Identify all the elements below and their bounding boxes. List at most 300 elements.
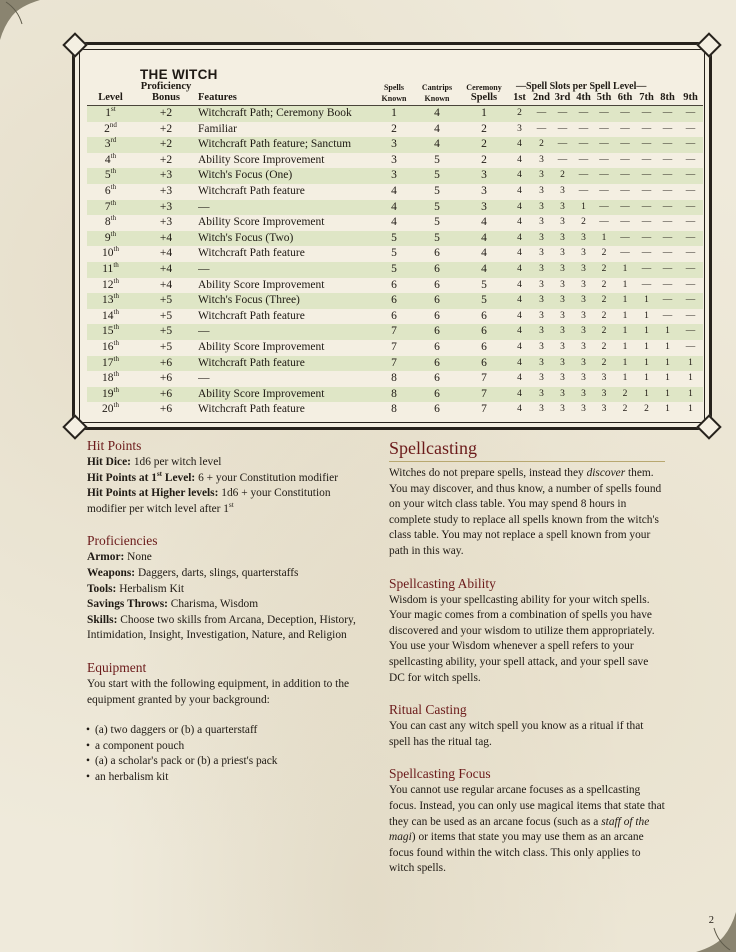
cantrips-known-cell: 6 <box>434 403 440 416</box>
spell-slot-cell: 3 <box>581 341 586 352</box>
spells-known-cell: 4 <box>391 184 397 197</box>
spell-slot-cell: 3 <box>560 310 565 321</box>
level-cell: 1st <box>105 105 116 119</box>
table-row <box>87 262 703 278</box>
spells-known-cell: 6 <box>391 278 397 291</box>
table-row <box>87 168 703 184</box>
header-slot-2nd: 2nd <box>531 92 552 106</box>
higher-level-label: Hit Points at Higher levels: <box>87 487 219 500</box>
spell-slot-cell: 4 <box>517 373 522 384</box>
header-slot-5th: 5th <box>594 92 614 106</box>
header-slot-4th: 4th <box>573 92 594 106</box>
spell-slot-cell: 1 <box>644 326 649 337</box>
proficiency-cell: +4 <box>159 247 173 260</box>
table-row <box>87 371 703 387</box>
spell-slot-cell: 3 <box>581 326 586 337</box>
frame-corner-icon <box>696 414 721 439</box>
spell-slot-cell: — <box>620 139 630 150</box>
cantrips-known-cell: 6 <box>434 309 440 322</box>
spell-slot-cell: 3 <box>539 404 544 415</box>
spell-slot-cell: 3 <box>581 310 586 321</box>
cantrips-known-cell: 6 <box>434 340 440 353</box>
spell-slot-cell: — <box>536 123 547 134</box>
spellcasting-ability-text: Wisdom is your spellcasting ability for your witch spells. Your magic comes from a combination of spells you have discovered and your wisdom to utilize them appropriately. You use your Wisdom whenever a spell refers to your spellcasting ability, your spell attack, and your spell save DC for witch spells. <box>389 593 655 684</box>
spell-slot-cell: 1 <box>688 404 693 415</box>
hit-dice-label: Hit Dice: <box>87 456 131 468</box>
table-row <box>87 200 703 216</box>
spell-slot-cell: — <box>599 123 609 134</box>
equipment-intro: You start with the following equipment, in addition to the equipment granted by your background: <box>87 677 350 706</box>
level-cell: 10th <box>102 246 119 260</box>
spell-slot-cell: — <box>578 154 589 165</box>
cantrips-known-cell: 5 <box>434 216 440 229</box>
spell-slot-cell: 4 <box>517 263 522 274</box>
spell-slot-cell: 3 <box>560 263 565 274</box>
spell-slot-cell: 4 <box>517 279 522 290</box>
header-level: Level <box>87 81 134 106</box>
spells-known-cell: 4 <box>391 200 397 213</box>
features-cell: Ability Score Improvement <box>198 340 325 353</box>
spell-slot-cell: — <box>599 170 609 181</box>
header-slot-7th: 7th <box>636 92 657 106</box>
spell-slot-cell: 4 <box>517 139 522 150</box>
spell-slot-cell: — <box>685 279 696 290</box>
spell-slot-cell: 3 <box>560 232 565 243</box>
ceremony-spells-cell: 5 <box>481 294 487 307</box>
spellcasting-focus-heading: Spellcasting Focus <box>389 766 491 782</box>
spells-known-cell: 6 <box>391 294 397 307</box>
weapons-line: Weapons: Daggers, darts, slings, quarterstaffs <box>87 566 299 579</box>
spell-slot-cell: 1 <box>665 373 670 384</box>
spell-slot-cell: — <box>662 123 673 134</box>
equipment-list <box>87 723 359 785</box>
spell-slot-cell: — <box>620 154 630 165</box>
table-row <box>87 387 703 403</box>
header-spells: Spells <box>383 83 404 92</box>
spell-slot-cell: 3 <box>601 373 607 384</box>
spell-slot-cell: 1 <box>622 341 628 352</box>
spell-slot-cell: 3 <box>560 217 565 228</box>
spell-slot-cell: 3 <box>581 357 586 368</box>
table-row <box>87 137 703 153</box>
header-proficiency: Proficiency <box>140 81 192 92</box>
spell-slot-cell: 1 <box>665 404 670 415</box>
table-row <box>87 340 703 356</box>
spell-slot-cell: 4 <box>517 310 522 321</box>
header-ceremony-spells: Spells <box>460 92 508 106</box>
proficiency-cell: +3 <box>159 169 173 182</box>
first-level-text: 6 + your Constitution modifier <box>195 471 339 484</box>
proficiency-cell: +6 <box>159 356 173 369</box>
features-cell: Ability Score Improvement <box>198 216 325 229</box>
features-cell: Witchcraft Path; Ceremony Book <box>198 107 352 119</box>
table-row <box>87 402 703 418</box>
spell-slot-cell: — <box>685 263 696 274</box>
table-row <box>87 356 703 372</box>
spell-slot-cell: 3 <box>560 341 565 352</box>
spell-slot-cell: 2 <box>601 248 607 259</box>
level-cell: 20th <box>102 402 119 416</box>
level-cell: 13th <box>102 293 119 307</box>
spell-slot-cell: — <box>620 185 630 196</box>
spell-slot-cell: 3 <box>539 279 544 290</box>
spell-slot-cell: 3 <box>539 232 544 243</box>
higher-level-text: 1d6 + your Constitution modifier per witch level after 1 <box>87 487 331 515</box>
spell-slot-cell: 1 <box>644 341 649 352</box>
proficiency-cell: +4 <box>159 278 173 291</box>
first-level-hp-line <box>87 471 359 487</box>
frame-corner-icon <box>62 414 87 439</box>
table-row <box>87 153 703 169</box>
spell-slot-cell: — <box>599 108 609 118</box>
spell-slot-cell: — <box>599 201 609 212</box>
proficiency-cell: +5 <box>159 294 173 307</box>
ceremony-spells-cell: 6 <box>481 325 487 338</box>
spell-slot-cell: 3 <box>581 388 586 399</box>
spell-slot-cell: — <box>662 232 673 243</box>
level-cell: 5th <box>104 168 117 182</box>
spells-known-cell: 7 <box>391 340 397 353</box>
spell-slot-cell: — <box>685 341 696 352</box>
proficiency-cell: +5 <box>159 340 173 353</box>
cantrips-known-cell: 5 <box>434 200 440 213</box>
table-row <box>87 293 703 309</box>
proficiency-cell: +6 <box>159 372 173 385</box>
spell-slot-cell: 3 <box>539 326 544 337</box>
spell-slot-cell: 3 <box>560 295 565 306</box>
features-cell: — <box>198 200 210 213</box>
ceremony-spells-cell: 5 <box>481 278 487 291</box>
spell-slot-cell: 1 <box>665 326 670 337</box>
features-cell: Witch's Focus (Three) <box>198 294 300 307</box>
skills-line: Skills: Choose two skills from Arcana, Deception, History, Intimidation, Insight, Investigation, Nature, and Religion <box>87 613 356 642</box>
ceremony-spells-cell: 2 <box>481 153 487 166</box>
header-features: Features <box>198 81 374 106</box>
spell-slot-cell: — <box>662 154 673 165</box>
spells-known-cell: 3 <box>391 153 397 166</box>
table-row <box>87 184 703 200</box>
proficiency-cell: +2 <box>159 138 173 151</box>
proficiency-cell: +6 <box>159 403 173 416</box>
spell-slot-cell: 3 <box>560 185 565 196</box>
spell-slot-cell: — <box>662 139 673 150</box>
features-cell: Witchcraft Path feature <box>198 247 305 260</box>
proficiency-cell: +4 <box>159 231 173 244</box>
table-row <box>87 246 703 262</box>
spell-slot-cell: 1 <box>622 295 628 306</box>
spell-slot-cell: 4 <box>517 232 522 243</box>
spell-slot-cell: 1 <box>644 357 649 368</box>
ceremony-spells-cell: 2 <box>481 122 487 135</box>
header-slot-6th: 6th <box>614 92 636 106</box>
ceremony-spells-cell: 4 <box>481 231 487 244</box>
spell-slot-cell: 3 <box>581 248 586 259</box>
spell-slot-cell: — <box>641 201 652 212</box>
spell-slot-cell: 1 <box>644 373 649 384</box>
level-cell: 4th <box>104 152 117 166</box>
spell-slot-cell: 2 <box>601 357 607 368</box>
spell-slot-cell: — <box>641 185 652 196</box>
spell-slot-cell: 1 <box>622 326 628 337</box>
spell-slot-cell: — <box>641 279 652 290</box>
header-slot-3rd: 3rd <box>552 92 573 106</box>
spellcasting-focus-text: You cannot use regular arcane focuses as a spellcasting focus. Instead, you can only use magical items that state that they can be used as an arcane focus (such as a staff of the magi) or items that state you may use them as an arcane focus found within the witch class. This only applies to witch spells. <box>389 784 665 875</box>
spell-slot-cell: 2 <box>560 170 565 181</box>
spell-slot-cell: 3 <box>539 185 544 196</box>
spell-slot-cell: 1 <box>688 388 693 399</box>
spell-slot-cell: — <box>685 295 696 306</box>
header-slot-9th: 9th <box>678 92 703 106</box>
spell-slot-cell: — <box>620 170 630 181</box>
ceremony-spells-cell: 1 <box>481 107 487 119</box>
header-spell-slots: —Spell Slots per Spell Level— <box>516 81 647 92</box>
cantrips-known-cell: 6 <box>434 262 440 275</box>
spell-slot-cell: 3 <box>560 248 565 259</box>
spell-slot-cell: — <box>620 123 630 134</box>
spell-slot-cell: — <box>620 248 630 259</box>
spell-slot-cell: — <box>685 232 696 243</box>
level-cell: 3rd <box>104 137 117 151</box>
header-ceremony: Ceremony <box>466 83 502 92</box>
spell-slot-cell: 4 <box>517 185 522 196</box>
proficiency-cell: +2 <box>159 153 173 166</box>
left-column <box>87 437 359 786</box>
spell-slot-cell: 4 <box>517 248 522 259</box>
features-cell: Witchcraft Path feature <box>198 403 305 416</box>
spell-slot-cell: — <box>557 108 568 118</box>
spell-slot-cell: 4 <box>517 201 522 212</box>
spell-slot-cell: 3 <box>539 310 544 321</box>
spell-slot-cell: 2 <box>601 279 607 290</box>
spells-known-cell: 5 <box>391 231 397 244</box>
spells-known-cell: 2 <box>391 122 397 135</box>
spell-slot-cell: 2 <box>601 326 607 337</box>
header-row-top <box>87 81 703 92</box>
proficiency-cell: +4 <box>159 262 173 275</box>
features-cell: — <box>198 262 210 275</box>
spells-known-cell: 7 <box>391 356 397 369</box>
saving-throws-line: Savings Throws: Charisma, Wisdom <box>87 598 259 611</box>
spell-slot-cell: 3 <box>560 388 565 399</box>
spell-slot-cell: 1 <box>601 232 607 243</box>
spell-slot-cell: 3 <box>581 404 586 415</box>
ceremony-spells-cell: 3 <box>481 169 487 182</box>
spell-slot-cell: — <box>685 310 696 321</box>
spell-slot-cell: — <box>557 139 568 150</box>
spell-slot-cell: — <box>620 217 630 228</box>
cantrips-known-cell: 6 <box>434 278 440 291</box>
spell-slot-cell: 2 <box>539 139 544 150</box>
level-cell: 18th <box>102 371 119 385</box>
tools-line: Tools: Herbalism Kit <box>87 582 185 595</box>
spell-slot-cell: 3 <box>601 388 607 399</box>
header-cantrips: Cantrips <box>421 83 453 92</box>
spell-slot-cell: 2 <box>581 217 586 228</box>
spell-slot-cell: 2 <box>601 341 607 352</box>
spell-slot-cell: 3 <box>539 201 544 212</box>
features-cell: Witch's Focus (One) <box>198 169 293 182</box>
spell-slot-cell: 1 <box>644 310 649 321</box>
spells-known-cell: 6 <box>391 309 397 322</box>
spell-slot-cell: 1 <box>665 388 670 399</box>
hit-dice-line <box>87 455 359 471</box>
proficiencies-heading: Proficiencies <box>87 533 158 549</box>
ceremony-spells-cell: 6 <box>481 340 487 353</box>
level-cell: 12th <box>102 277 119 291</box>
spells-known-cell: 4 <box>391 216 397 229</box>
cantrips-known-cell: 6 <box>434 356 440 369</box>
spell-slot-cell: 2 <box>601 263 607 274</box>
spell-slot-cell: — <box>685 217 696 228</box>
features-cell: Witch's Focus (Two) <box>198 231 294 244</box>
spell-slot-cell: 3 <box>560 201 565 212</box>
features-cell: Witchcraft Path feature <box>198 184 305 197</box>
spell-slot-cell: 1 <box>622 373 628 384</box>
spell-slot-cell: 3 <box>560 326 565 337</box>
proficiency-cell: +3 <box>159 216 173 229</box>
spell-slot-cell: 3 <box>539 263 544 274</box>
features-cell: Witchcraft Path feature <box>198 356 305 369</box>
spell-slot-cell: 3 <box>539 341 544 352</box>
proficiency-cell: +2 <box>159 122 173 135</box>
spell-slot-cell: — <box>578 108 589 118</box>
cantrips-known-cell: 5 <box>434 153 440 166</box>
spell-slot-cell: — <box>685 108 696 118</box>
spell-slot-cell: — <box>641 217 652 228</box>
class-table-frame <box>72 42 712 430</box>
features-cell: Ability Score Improvement <box>198 387 325 400</box>
spell-slot-cell: — <box>662 263 673 274</box>
table-row <box>87 106 703 122</box>
spell-slot-cell: 2 <box>622 404 628 415</box>
ceremony-spells-cell: 7 <box>481 403 487 416</box>
ceremony-spells-cell: 4 <box>481 216 487 229</box>
spell-slot-cell: 3 <box>539 295 544 306</box>
frame-corner-icon <box>696 32 721 57</box>
table-row <box>87 215 703 231</box>
spell-slot-cell: 3 <box>581 232 586 243</box>
header-bonus: Bonus <box>134 92 198 106</box>
spell-slot-cell: — <box>685 139 696 150</box>
ritual-casting-heading: Ritual Casting <box>389 702 467 718</box>
cantrips-known-cell: 5 <box>434 169 440 182</box>
level-cell: 11th <box>102 261 119 275</box>
page-number: 2 <box>708 915 714 926</box>
spell-slot-cell: — <box>641 108 652 118</box>
corner-ornament-icon <box>0 0 46 46</box>
spell-slot-cell: — <box>578 170 589 181</box>
spell-slot-cell: — <box>578 185 589 196</box>
features-cell: Witchcraft Path feature; Sanctum <box>198 138 352 151</box>
spell-slot-cell: — <box>620 201 630 212</box>
table-row <box>87 309 703 325</box>
armor-line: Armor: None <box>87 551 152 564</box>
cantrips-known-cell: 5 <box>434 184 440 197</box>
spells-known-cell: 5 <box>391 262 397 275</box>
spell-slot-cell: — <box>641 139 652 150</box>
features-cell: Familiar <box>198 122 237 135</box>
header-spells-known: Known <box>374 92 414 106</box>
cantrips-known-cell: 6 <box>434 387 440 400</box>
list-item: • an herbalism kit <box>95 770 359 786</box>
table-row <box>87 324 703 340</box>
equipment-heading: Equipment <box>87 659 147 675</box>
spell-slot-cell: — <box>662 201 673 212</box>
spell-slot-cell: — <box>662 217 673 228</box>
ceremony-spells-cell: 4 <box>481 247 487 260</box>
hit-points-heading: Hit Points <box>87 438 142 453</box>
spell-slot-cell: 1 <box>665 357 670 368</box>
spell-slot-cell: — <box>685 170 696 181</box>
proficiency-cell: +3 <box>159 184 173 197</box>
table-row <box>87 278 703 294</box>
spells-known-cell: 3 <box>391 138 397 151</box>
spell-slot-cell: 1 <box>622 357 628 368</box>
spell-slot-cell: — <box>599 185 609 196</box>
ceremony-spells-cell: 6 <box>481 356 487 369</box>
cantrips-known-cell: 5 <box>434 231 440 244</box>
proficiency-cell: +5 <box>159 325 173 338</box>
spellcasting-ability-heading: Spellcasting Ability <box>389 575 496 591</box>
spell-slot-cell: — <box>662 170 673 181</box>
header-row-bottom <box>87 92 703 106</box>
spell-slot-cell: — <box>685 201 696 212</box>
proficiency-cell: +6 <box>159 387 173 400</box>
spell-slot-cell: 4 <box>517 404 522 415</box>
cantrips-known-cell: 6 <box>434 294 440 307</box>
spell-slot-cell: 3 <box>539 373 544 384</box>
ceremony-spells-cell: 4 <box>481 262 487 275</box>
spell-slot-cell: — <box>641 170 652 181</box>
level-cell: 17th <box>102 355 119 369</box>
spell-slot-cell: — <box>641 263 652 274</box>
spell-slot-cell: 4 <box>517 341 522 352</box>
spells-known-cell: 8 <box>391 387 397 400</box>
features-cell: — <box>198 325 210 338</box>
proficiency-cell: +5 <box>159 309 173 322</box>
spell-slot-cell: 3 <box>539 357 544 368</box>
spell-slot-cell: 3 <box>539 170 544 181</box>
spell-slot-cell: — <box>620 232 630 243</box>
spell-slot-cell: — <box>685 154 696 165</box>
header-cantrips-known: Known <box>414 92 460 106</box>
frame-corner-icon <box>62 32 87 57</box>
spells-known-cell: 8 <box>391 372 397 385</box>
spell-slot-cell: 4 <box>517 154 522 165</box>
proficiency-cell: +2 <box>159 107 173 119</box>
spells-known-cell: 1 <box>391 107 397 119</box>
features-cell: Ability Score Improvement <box>198 278 325 291</box>
level-cell: 9th <box>104 230 117 244</box>
features-cell: — <box>198 372 210 385</box>
spell-slot-cell: 3 <box>581 373 586 384</box>
spell-slot-cell: — <box>662 108 673 118</box>
spells-known-cell: 7 <box>391 325 397 338</box>
spell-slot-cell: 1 <box>688 373 693 384</box>
spell-slot-cell: 3 <box>539 388 544 399</box>
spell-slot-cell: 3 <box>517 123 522 134</box>
spell-slot-cell: 3 <box>601 404 607 415</box>
spell-slot-cell: 3 <box>560 404 565 415</box>
spell-slot-cell: — <box>599 139 609 150</box>
spell-slot-cell: 4 <box>517 295 522 306</box>
level-cell: 6th <box>104 183 117 197</box>
spell-slot-cell: 3 <box>581 279 586 290</box>
spellcasting-intro: Witches do not prepare spells, instead they discover them. You may discover, and thus know, a number of spells found on your witch class table. You may spend 8 hours in complete study to replace all spells known from the witch's class table. You may not replace a spell known from your path in this way. <box>389 467 662 557</box>
spell-slot-cell: — <box>578 123 589 134</box>
level-cell: 8th <box>104 215 117 229</box>
ceremony-spells-cell: 2 <box>481 138 487 151</box>
